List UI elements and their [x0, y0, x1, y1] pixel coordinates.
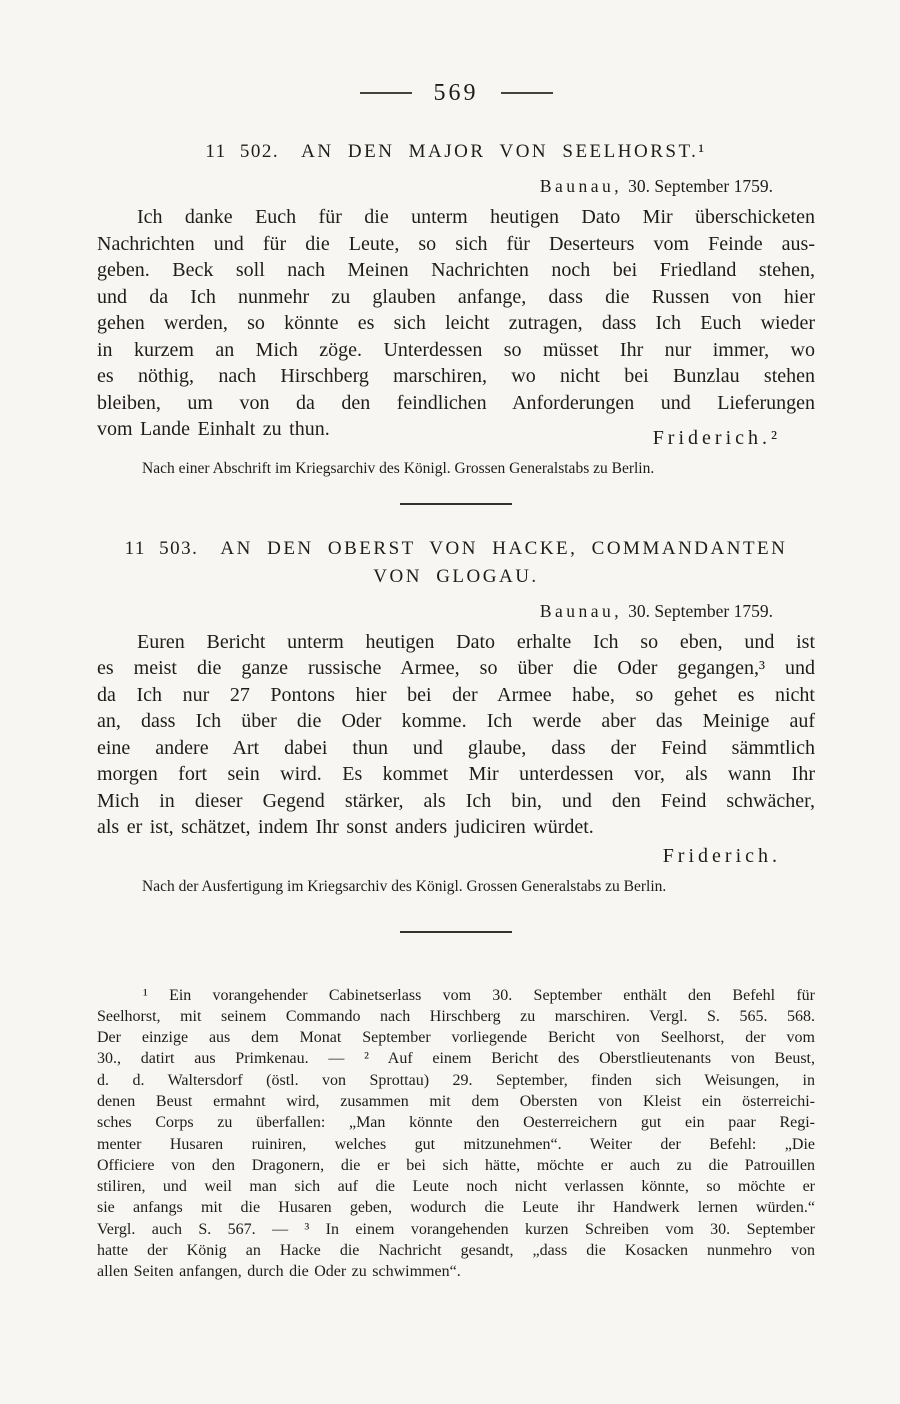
section-divider: [400, 931, 512, 933]
text-line: Mich in dieser Gegend stärker, als Ich bin, und den Feind schwächer,: [97, 789, 815, 812]
letter-11503: [97, 535, 815, 897]
text-line: gehen werden, so könnte es sich leicht zutragen, dass Ich Euch wieder: [97, 312, 815, 334]
text-line: in kurzem an Mich zöge. Unterdessen so müsset Ihr nur immer, wo: [97, 338, 815, 361]
section-divider: [400, 503, 512, 505]
letter-title: AN DEN MAJOR VON SEELHORST.¹: [301, 141, 707, 162]
date-place: Baunau,: [539, 600, 623, 621]
text-line: allen Seiten anfangen, durch die Oder zu schwimmen“.: [97, 1263, 461, 1281]
text-line: denen Beust ermahnt wird, zusammen mit dem Obersten von Kleist ein österreichi-: [97, 1092, 815, 1110]
text-line: Vergl. auch S. 567. — ³ In einem vorangehenden kurzen Schreiben vom 30. September: [97, 1220, 815, 1238]
footnotes-block: [97, 985, 815, 1283]
source-note: Nach einer Abschrift im Kriegsarchiv des Königl. Grossen Generalstabs zu Berlin.: [142, 459, 655, 477]
date-rest: 30. September 1759.: [628, 600, 773, 621]
text-line: Seelhorst, mit seinem Commando nach Hirschberg zu marschiren. Vergl. S. 565. 568.: [97, 1007, 815, 1025]
text-line: sie anfangs mit die Husaren geben, wodurch die Leute ihr Handwerk lernen würden.“: [97, 1199, 815, 1217]
letter-heading: [97, 535, 815, 591]
letter-heading: [97, 138, 815, 166]
text-line: eine andere Art dabei thun und glaube, dass der Feind sämmtlich: [97, 736, 815, 759]
text-line: hatte der König an Hacke die Nachricht gesandt, „dass die Kosacken nunmehro von: [97, 1242, 815, 1260]
date-place: Baunau,: [539, 176, 623, 196]
text-line: an, dass Ich über die Oder komme. Ich werde aber das Meinige auf: [97, 710, 815, 732]
text-line: es meist die ganze russische Armee, so über die Oder gegangen,³ und: [97, 657, 815, 679]
signature: Friderich.: [662, 844, 781, 867]
text-line: stiliren, und weil man sich auf die Leute noch nicht verlassen könnte, so möchte er: [97, 1178, 815, 1196]
text-line: Der einzige aus dem Monat September vorliegende Bericht von Seelhorst, der vom: [97, 1029, 815, 1047]
text-line: Euren Bericht unterm heutigen Dato erhalte Ich so eben, und ist: [137, 630, 815, 653]
text-line: als er ist, schätzet, indem Ihr sonst anders judiciren würdet.: [97, 816, 594, 838]
header-rule-right: [501, 92, 553, 94]
text-line: Ich danke Euch für die unterm heutigen Dato Mir überschicketen: [137, 206, 815, 228]
text-line: vom Lande Einhalt zu thun.: [97, 418, 330, 440]
text-line: morgen fort sein wird. Es kommet Mir unterdessen vor, als wann Ihr: [97, 763, 815, 785]
letter-title-line2: VON GLOGAU.: [373, 565, 539, 587]
text-line: ¹ Ein vorangehender Cabinetserlass vom 30. September enthält den Befehl für: [143, 986, 815, 1004]
signature: Friderich.²: [652, 426, 781, 449]
letter-number: 11 502.: [205, 141, 280, 162]
text-line: da Ich nur 27 Pontons hier bei der Armee habe, so gehet es nicht: [97, 683, 815, 706]
text-line: menter Husaren ruiniren, welches gut mitzunehmen“. Weiter der Befehl: „Die: [97, 1135, 815, 1153]
header-rule-left: [360, 92, 412, 94]
letter-title: AN DEN OBERST VON HACKE, COMMANDANTEN: [220, 537, 788, 559]
page-number: 569: [433, 80, 479, 106]
text-line: es nöthig, nach Hirschberg marschiren, wo nicht bei Bunzlau stehen: [97, 365, 815, 387]
text-line: geben. Beck soll nach Meinen Nachrichten noch bei Friedland stehen,: [97, 259, 815, 281]
letter-11502: [97, 138, 815, 479]
text-line: Nachrichten und für die Leute, so sich für Deserteurs vom Feinde aus-: [97, 232, 815, 255]
text-line: d. d. Waltersdorf (östl. von Sprottau) 29. September, finden sich Weisungen, in: [97, 1071, 815, 1089]
source-note: Nach der Ausfertigung im Kriegsarchiv des Königl. Grossen Generalstabs zu Berlin.: [142, 877, 667, 895]
text-line: sches Corps zu überfallen: „Man könnte den Oesterreichern gut ein paar Regi-: [97, 1114, 815, 1132]
date-rest: 30. September 1759.: [628, 176, 773, 196]
text-line: und da Ich nunmehr zu glauben anfange, dass die Russen von hier: [97, 285, 815, 308]
dateline: [97, 600, 815, 622]
text-line: bleiben, um von da den feindlichen Anforderungen und Lieferungen: [97, 391, 815, 414]
page-header: [97, 78, 815, 108]
letter-number: 11 503.: [124, 537, 199, 559]
text-line: Officiere von den Dragonern, die er bei sich hätte, möchte er auch zu die Patrouillen: [97, 1156, 815, 1174]
text-line: 30., datirt aus Primkenau. — ² Auf einem Bericht des Oberstlieutenants von Beust,: [97, 1050, 815, 1068]
letter-body: [97, 629, 815, 841]
letter-body: [97, 204, 815, 443]
dateline: [97, 175, 815, 197]
